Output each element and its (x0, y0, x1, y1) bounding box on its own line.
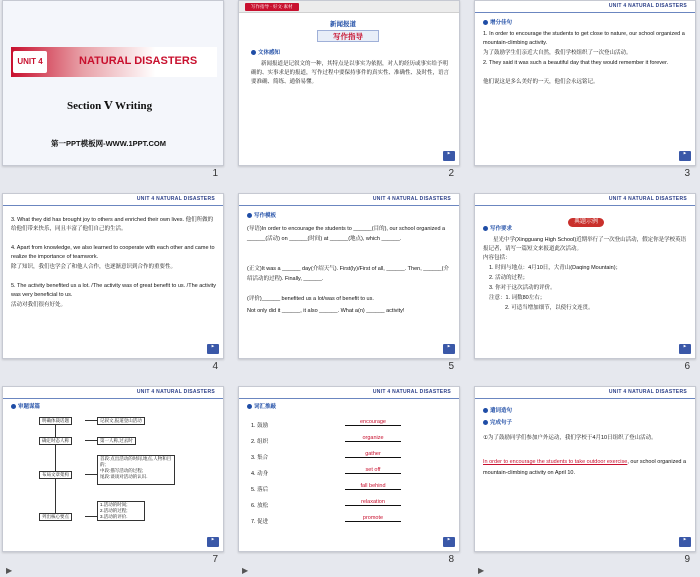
vocab-cn: 2. 组织 (251, 439, 269, 445)
slide-number: 9 (684, 554, 690, 565)
slide-5[interactable] (238, 193, 460, 359)
slide-header: UNIT 4 NATURAL DISASTERS (239, 387, 459, 399)
exercise-prompt: ①为了鼓励同学们参加户外运动，我们学校于4月10日组织了登山活动。 (483, 435, 657, 441)
flow-detail-structure: 首段:点出活动的时间,地点,人物和目的; 中段:描写活动的过程; 尾段:谈谈对活动的认识. (97, 455, 175, 485)
back-icon[interactable]: ▶ (207, 537, 219, 547)
flow-connector (55, 444, 56, 471)
slide-number: 8 (448, 554, 454, 565)
slide-number: 2 (448, 168, 454, 179)
vocab-cn: 1. 鼓励 (251, 423, 269, 429)
guide-banner: 写作指导 (317, 30, 379, 42)
vocab-en: gather (345, 451, 401, 458)
flow-connector (55, 478, 56, 513)
slide-3[interactable] (474, 0, 696, 166)
slide-number: 3 (684, 168, 690, 179)
slide-6[interactable] (474, 193, 696, 359)
task-line: 内容包括： (483, 255, 511, 261)
back-icon[interactable]: ▶ (443, 151, 455, 161)
template-body: (正文)It was a ______ day(介绍天气). First(ly)/First of all, ______. Then, ______(介绍活动的过程). Finally, ______. (247, 266, 449, 282)
flow-connector (55, 424, 56, 437)
flow-step: 布局文章架构 (39, 471, 72, 479)
slide-1[interactable] (2, 0, 224, 166)
section-heading: 写作模板 (247, 212, 276, 221)
back-icon[interactable]: ▶ (207, 344, 219, 354)
sentence-5: 5. The activity benefited us a lot. /The activity was of great benefit to us. /The activity was very beneficial to us. (11, 283, 217, 298)
slide-2[interactable] (238, 0, 460, 166)
section-heading: 文体感知 (251, 49, 280, 58)
slide-header: UNIT 4 NATURAL DISASTERS (475, 194, 695, 206)
flow-connector (85, 516, 97, 517)
slide-number: 7 (212, 554, 218, 565)
slide-header: UNIT 4 NATURAL DISASTERS (239, 194, 459, 206)
task-line: 1. 时间与地点：4月10日，大青山(Daqing Mountain)； (489, 265, 622, 271)
flow-detail-points: 1.活动的时间; 2.活动的过程; 3.活动的评价. (97, 501, 145, 521)
unit-badge: UNIT 4 (13, 51, 47, 73)
flow-step: 列出核心要点 (39, 513, 72, 521)
bullet-icon (11, 404, 16, 409)
flow-detail: 记叙文,报道登山活动 (97, 417, 145, 425)
slide-thumb-5[interactable] (238, 193, 460, 383)
bullet-icon (483, 408, 488, 413)
play-icon[interactable]: ▶ (6, 566, 13, 575)
number-icon (483, 420, 488, 425)
task-line: 2. 活动的过程； (489, 275, 529, 281)
slide-thumb-9[interactable] (474, 386, 696, 576)
topic-label: 新闻报道 (330, 21, 356, 28)
sentence-4-cn: 除了知识，我们也学会了和他人合作，也逐渐意识到合作的重要性。 (11, 264, 177, 270)
bullet-icon (251, 50, 256, 55)
vocab-cn: 3. 集合 (251, 455, 269, 461)
site-label: 第一PPT模板网-WWW.1PPT.COM (51, 139, 166, 148)
sentence-2-cn: 他们说这是多么美好的一天，他们会永远铭记。 (483, 79, 599, 85)
section-heading: 遣词造句 (483, 407, 512, 416)
vocab-en: organize (345, 435, 401, 442)
sentence-3: 3. What they did has brought joy to others and enriched their own lives. 他们所做的给他们带来快乐，同且丰富了他们自己的生活。 (11, 217, 214, 232)
slide-thumb-8[interactable] (238, 386, 460, 576)
slide-thumb-1[interactable] (2, 0, 224, 190)
vocab-en: fall behind (345, 483, 401, 490)
sentence-2: 2. They said it was such a beautiful day that they would remember it forever. (483, 60, 669, 66)
bullet-icon (247, 404, 252, 409)
vocab-cn: 4. 动身 (251, 471, 269, 477)
flow-detail: 第一人称,过去时 (97, 437, 136, 445)
bullet-icon (483, 20, 488, 25)
flow-step: 明确体裁话题 (39, 417, 72, 425)
sentence-1-cn: 为了鼓励学生们亲近大自然，我们学校组织了一次登山活动。 (483, 50, 632, 56)
back-icon[interactable]: ▶ (443, 344, 455, 354)
template-closing: Not only did it ______, it also ______. What a(n) ______ activity! (247, 308, 405, 314)
section-heading: 词汇推敲 (247, 403, 276, 412)
sentence-4: 4. Apart from knowledge, we also learned to cooperate with each other and came to realize the importance of teamwork. (11, 245, 215, 260)
slide-number: 6 (684, 361, 690, 372)
sub-heading: 完成句子 (483, 419, 512, 428)
back-icon[interactable]: ▶ (679, 537, 691, 547)
flow-step: 确定时态人称 (39, 437, 72, 445)
slide-header: UNIT 4 NATURAL DISASTERS (3, 387, 223, 399)
flow-connector (85, 474, 97, 475)
slide-number: 5 (448, 361, 454, 372)
task-text: 星光中学(Xingguang High School)近期举行了一次登山活动，假定你是学校英语报记者，请写一篇短文来报道此次活动。 (483, 237, 687, 252)
vocab-en: promote (345, 515, 401, 522)
slide-header: UNIT 4 NATURAL DISASTERS (475, 1, 695, 13)
play-icon[interactable]: ▶ (242, 566, 249, 575)
flow-connector (85, 420, 97, 421)
section-heading: 审题谋篇 (11, 403, 40, 412)
slide-thumb-2[interactable] (238, 0, 460, 190)
exercise-answer-line (483, 457, 689, 479)
template-intro: (导语)In order to encourage the students to ______(目的), our school organized a ______(活动) on ______(时间) at ______(地点), which ______. (247, 226, 446, 242)
task-line: 3. 你对于这次活动的评价。 (489, 285, 556, 291)
sentence-rest: , our school organized a mountain-climbing activity on April 10. (483, 459, 687, 476)
answer-text: In order to encourage the students to take outdoor exercise (483, 459, 628, 465)
vocab-cn: 7. 促进 (251, 519, 269, 525)
slide-7[interactable] (2, 386, 224, 552)
section-heading: 增分佳句 (483, 19, 512, 28)
slide-4[interactable] (2, 193, 224, 359)
slide-thumb-6[interactable] (474, 193, 696, 383)
bullet-icon (483, 226, 488, 231)
vocab-cn: 5. 落后 (251, 487, 269, 493)
flow-connector (85, 440, 97, 441)
slide-header: UNIT 4 NATURAL DISASTERS (3, 194, 223, 206)
slide-thumb-3[interactable] (474, 0, 696, 190)
task-line: 注意：1. 词数80左右； (489, 295, 546, 301)
top-tab: 写作指导 · 好文·素材 (245, 3, 299, 11)
section-title: Section Ⅴ Writing (67, 100, 153, 112)
slide-number: 4 (212, 361, 218, 372)
slide-9[interactable] (474, 386, 696, 552)
back-icon[interactable]: ▶ (679, 151, 691, 161)
back-icon[interactable]: ▶ (679, 344, 691, 354)
task-line: 2. 可适当增加细节，以使行文连贯。 (505, 305, 594, 311)
sentence-5-cn: 活动对我们很有好处。 (11, 302, 67, 308)
vocab-en: set off (345, 467, 401, 474)
vocab-cn: 6. 放松 (251, 503, 269, 509)
play-icon[interactable]: ▶ (478, 566, 485, 575)
section-heading: 写作要求 (483, 225, 512, 234)
slide-8[interactable] (238, 386, 460, 552)
unit-title: NATURAL DISASTERS (79, 55, 198, 67)
slide-number: 1 (212, 168, 218, 179)
slide-thumb-7[interactable] (2, 386, 224, 576)
bullet-icon (247, 213, 252, 218)
sentence-1: 1. In order to encourage the students to get close to nature, our school organized a mountain-climbing activity. (483, 31, 685, 46)
vocab-en: encourage (345, 419, 401, 426)
template-eval: (评价)______ benefited us a lot/was of benefit to us. (247, 296, 374, 302)
vocab-en: relaxation (345, 499, 401, 506)
slide-thumb-4[interactable] (2, 193, 224, 383)
slide-header: UNIT 4 NATURAL DISASTERS (475, 387, 695, 399)
example-banner: 典题示例 (545, 210, 627, 222)
body-text: 新闻报道是记叙文的一种，其特点是以事实为依据，对人的经历或事实给予明确的、实事求是的报道，写作过程中要保持事件的真实性、准确性、及时性，语言要准确、简练、通俗易懂。 (251, 61, 450, 85)
back-icon[interactable]: ▶ (443, 537, 455, 547)
